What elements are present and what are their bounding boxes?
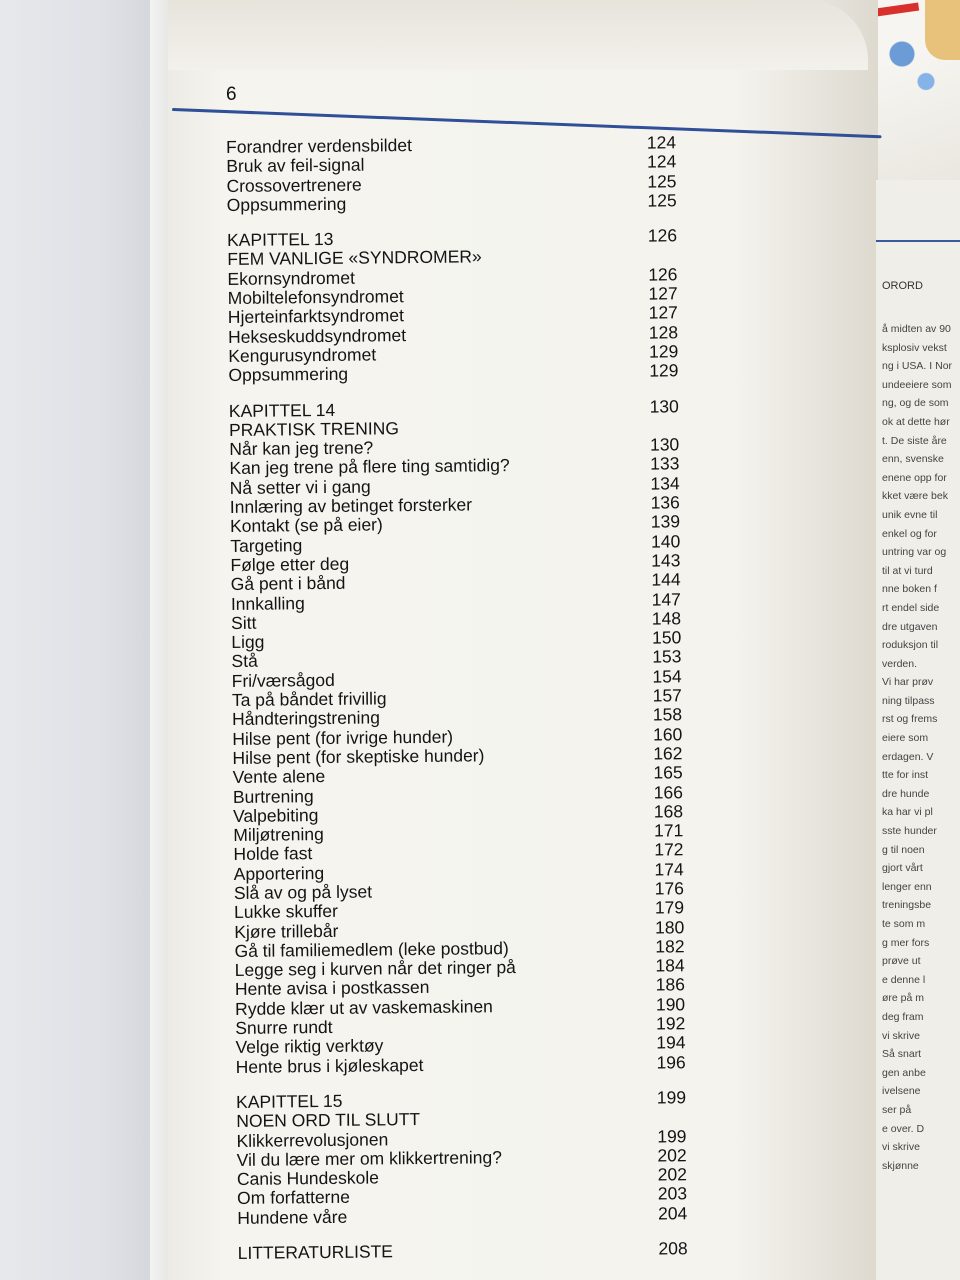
toc-entry-page: 184	[655, 955, 685, 976]
toc-entry-title: KAPITTEL 15	[235, 1090, 343, 1112]
toc-entry-title: Håndteringstrening	[231, 707, 381, 730]
table-of-contents	[226, 133, 688, 1263]
toc-entry-title: Innlæring av betinget forsterker	[229, 494, 473, 518]
toc-entry-page: 202	[657, 1164, 687, 1185]
toc-entry-title: Apportering	[233, 862, 325, 884]
toc-entry-title: Snurre rundt	[235, 1016, 333, 1039]
toc-entry-title: Vente alene	[232, 766, 326, 788]
toc-entry-title: Vil du lære mer om klikkertrening?	[236, 1147, 502, 1170]
toc-entry-title: LITTERATURLISTE	[237, 1241, 394, 1263]
toc-entry-page: 130	[649, 395, 679, 417]
adjacent-book-page	[876, 180, 960, 1280]
toc-entry-page: 196	[656, 1051, 686, 1073]
toc-entry-title: Klikkerrevolusjonen	[236, 1128, 389, 1151]
toc-entry-page: 127	[648, 283, 678, 304]
toc-entry-page: 179	[654, 897, 685, 918]
toc-entry-page: 194	[656, 1032, 686, 1053]
toc-entry-title: Fri/værsågod	[231, 669, 335, 691]
toc-entry-page: 130	[649, 434, 680, 455]
toc-entry-page: 162	[653, 743, 683, 764]
toc-entry-page	[644, 1107, 686, 1127]
toc-entry-page: 192	[655, 1013, 686, 1034]
toc-entry-page: 203	[657, 1183, 688, 1204]
toc-entry-title: Hjerteinfarktsyndromet	[227, 305, 405, 328]
toc-entry-title: Crossovertrenere	[226, 174, 362, 196]
toc-entry-title: Ekornsyndromet	[227, 267, 355, 289]
toc-entry-title: Sitt	[230, 612, 257, 633]
toc-entry-title: Legge seg i kurven når det ringer på	[234, 957, 516, 981]
toc-entry-title: Rydde klær ut av vaskemaskinen	[235, 996, 493, 1019]
toc-entry-page: 153	[652, 646, 682, 667]
toc-entry-title: Bruk av feil-signal	[226, 154, 365, 177]
toc-entry-page: 182	[655, 936, 685, 957]
toc-entry-title: Holde fast	[233, 843, 313, 865]
toc-entry-page: 124	[646, 151, 677, 172]
toc-entry-title: Når kan jeg trene?	[229, 437, 374, 460]
toc-entry-title: Følge etter deg	[230, 553, 350, 575]
adjacent-text: å midten av 90 ksplosiv vekst ng i USA. I Nor undeeiere som ng, og de som ok at dette hør t. De siste åre enn, svenske enene opp for kket være bek unik evne til enkel og for untring var og til at vi turd nne boken f rt endel side dre utgaven roduksjon til verden. Vi har prøv ning tilpass rst og frems eiere som erdagen. V tte for inst dre hunde ka har vi pl sste hunder g til noen gjort vårt lenger enn treningsbe te som m g mer fors prøve ut e denne l øre på m deg fram vi skrive Så snart gen anbe ivelsene ser på e over. D vi skrive skjønne	[882, 323, 953, 1172]
toc-entry-title: Hundene våre	[237, 1206, 348, 1228]
toc-entry-page: 154	[652, 665, 682, 687]
toc-entry-page: 199	[657, 1125, 687, 1147]
toc-entry-title: KAPITTEL 14	[228, 399, 336, 421]
toc-entry-page: 176	[654, 878, 684, 899]
toc-entry-title: Ligg	[231, 631, 265, 653]
toc-entry-page: 126	[648, 264, 678, 285]
toc-entry-page: 144	[651, 569, 681, 590]
toc-entry-title: Ta på båndet frivillig	[231, 688, 387, 710]
toc-entry-title: Nå setter vi i gang	[229, 476, 371, 498]
toc-entry-title: Hekseskuddsyndromet	[227, 324, 407, 347]
toc-entry-page: 127	[648, 302, 678, 323]
toc-entry-page: 134	[650, 473, 680, 494]
toc-entry-page: 148	[651, 608, 682, 629]
toc-entry-title: NOEN ORD TIL SLUTT	[236, 1109, 421, 1132]
toc-entry-title: Innkalling	[230, 592, 305, 614]
toc-entry-page: 190	[655, 994, 686, 1015]
toc-entry-page: 165	[653, 762, 683, 783]
toc-entry-title: Hente avisa i postkassen	[234, 977, 430, 1000]
toc-entry-title: KAPITTEL 13	[226, 229, 334, 251]
toc-entry-title: Velge riktig verktøy	[235, 1035, 384, 1058]
toc-entry-title: Kan jeg trene på flere ting samtidig?	[229, 455, 510, 479]
toc-entry-page: 199	[656, 1087, 687, 1108]
page-curl	[168, 0, 868, 70]
toc-entry-title: Mobiltelefonsyndromet	[227, 286, 404, 309]
toc-entry-title: Forandrer verdensbildet	[225, 135, 412, 157]
toc-entry-page: 124	[646, 132, 677, 153]
toc-entry-title: FEM VANLIGE «SYNDROMER»	[227, 246, 482, 270]
adjacent-header-rule	[876, 240, 960, 242]
toc-entry-title: Oppsummering	[228, 364, 349, 386]
toc-entry-page: 158	[652, 704, 683, 725]
toc-entry-page: 166	[653, 781, 683, 803]
toc-entry-title: Burtrening	[232, 785, 314, 807]
toc-entry-title: Miljøtrening	[233, 824, 324, 846]
toc-entry-page: 128	[648, 321, 679, 343]
toc-entry-page: 133	[650, 453, 680, 475]
page-number: 6	[226, 84, 237, 105]
toc-entry-page: 125	[647, 170, 677, 192]
toc-entry-page: 171	[653, 820, 684, 841]
toc-entry-page: 208	[658, 1238, 688, 1259]
toc-entry-title: Hente brus i kjøleskapet	[235, 1054, 424, 1077]
toc-entry-page: 150	[651, 627, 682, 648]
background-yellow-object	[925, 0, 960, 60]
toc-entry-title: Hilse pent (for skeptiske hunder)	[232, 745, 485, 768]
toc-entry-page: 180	[654, 916, 685, 938]
toc-entry-page: 186	[655, 974, 685, 996]
toc-entry-page: 139	[650, 511, 681, 532]
toc-entry-page: 172	[654, 839, 684, 860]
toc-entry-page: 174	[654, 858, 684, 880]
toc-entry-title: Lukke skuffer	[234, 901, 338, 923]
toc-entry-title: Targeting	[230, 534, 303, 556]
toc-entry-page: 129	[649, 360, 679, 381]
toc-entry-page: 157	[652, 685, 682, 706]
toc-entry-title: Gå til familiemedlem (leke postbud)	[234, 937, 509, 961]
toc-entry-title: PRAKTISK TRENING	[228, 418, 400, 440]
adjacent-heading: ORORD	[882, 280, 923, 292]
toc-entry-title: Slå av og på lyset	[233, 881, 373, 903]
toc-entry-page: 147	[651, 588, 681, 610]
toc-entry-page: 129	[648, 341, 679, 362]
toc-entry-title: Hilse pent (for ivrige hunder)	[232, 726, 454, 749]
toc-entry-page: 168	[653, 801, 684, 822]
toc-entry-page: 143	[651, 550, 681, 571]
toc-entry-page: 125	[647, 190, 677, 211]
toc-entry-page: 126	[647, 225, 678, 246]
toc-entry-page: 160	[652, 723, 683, 745]
toc-entry-title: Stå	[231, 651, 258, 672]
toc-entry-page	[637, 416, 679, 436]
toc-entry-title: Om forfatterne	[236, 1187, 351, 1209]
toc-entry-title: Oppsummering	[226, 193, 347, 215]
toc-entry-title: Valpebiting	[232, 804, 319, 826]
book-cover-left	[0, 0, 175, 1280]
toc-entry-page: 202	[657, 1145, 687, 1166]
toc-entry-title: Kontakt (se på eier)	[229, 514, 383, 537]
toc-entry-title: Gå pent i bånd	[230, 573, 346, 595]
toc-entry-title: Kjøre trillebår	[234, 920, 339, 942]
toc-entry-title: Canis Hundeskole	[236, 1167, 380, 1190]
toc-entry-page	[635, 246, 677, 266]
toc-entry-title: Kengurusyndromet	[228, 344, 377, 366]
toc-entry-page: 140	[650, 530, 681, 552]
toc-entry-page: 204	[657, 1202, 688, 1224]
toc-entry-page: 136	[650, 492, 680, 513]
